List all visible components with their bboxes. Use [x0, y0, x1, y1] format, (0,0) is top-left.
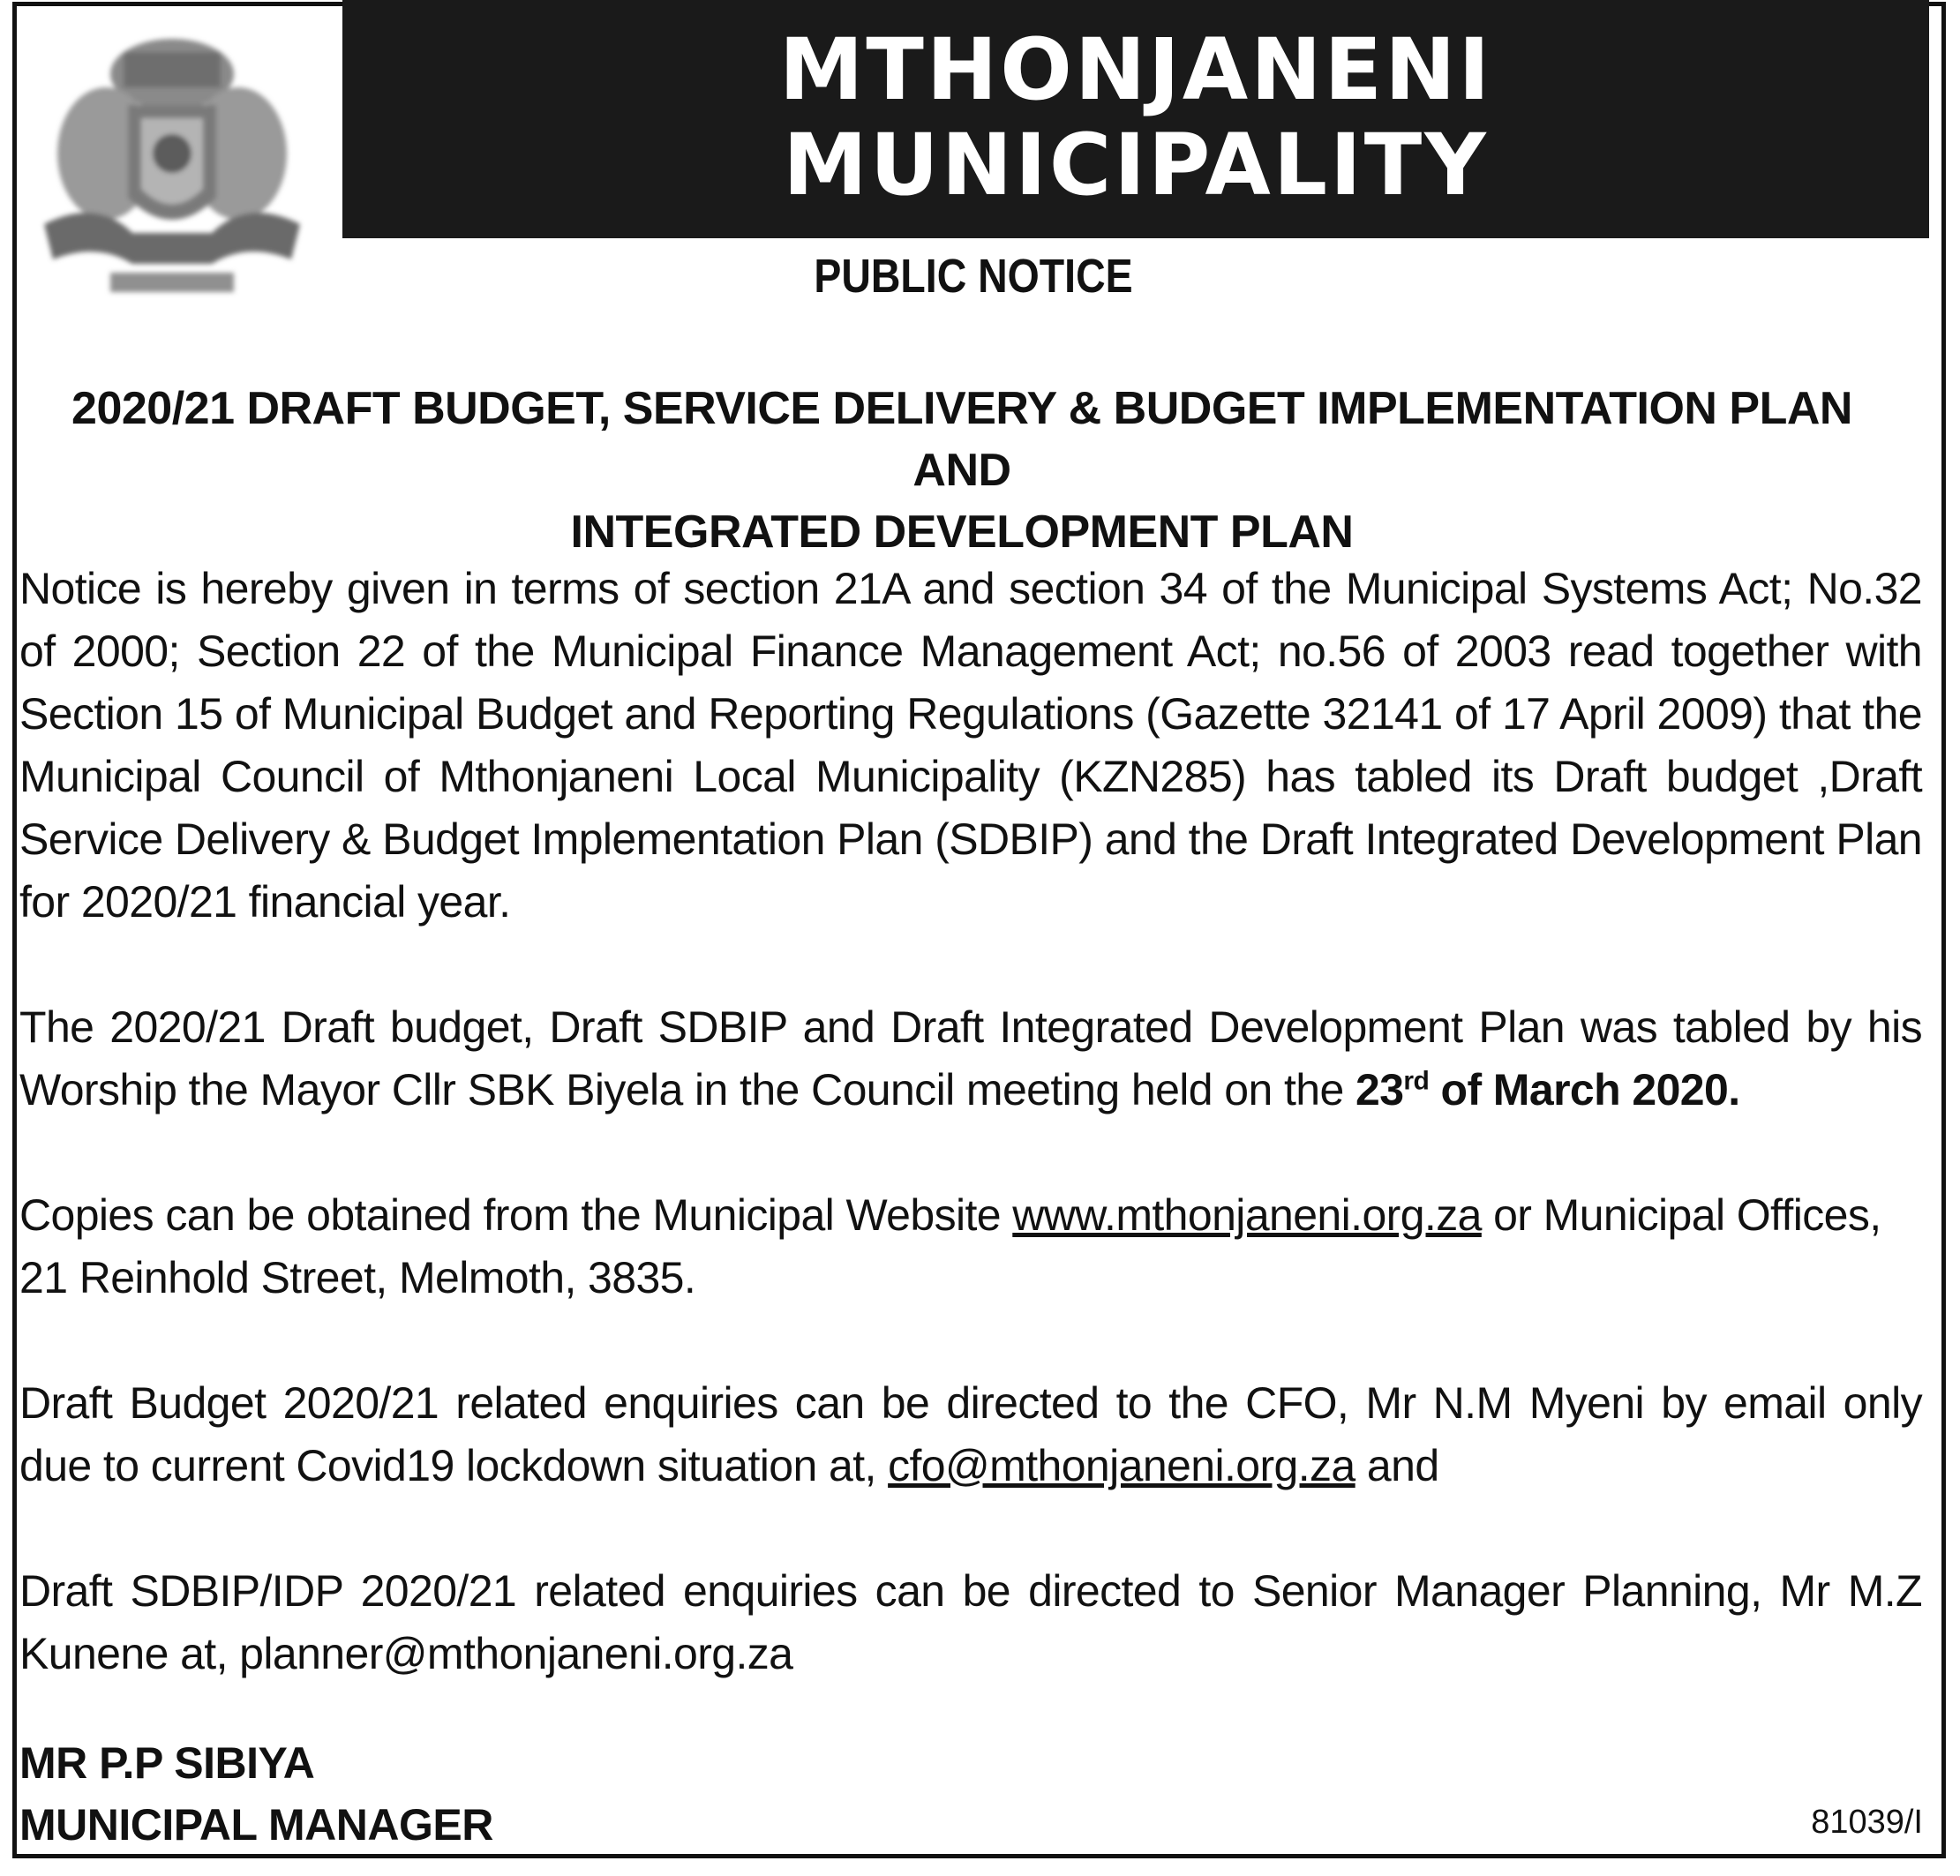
notice-heading	[53, 378, 1871, 563]
tabling-date-suffix: rd	[1403, 1066, 1430, 1096]
public-notice-label: PUBLIC NOTICE	[814, 250, 1133, 303]
municipality-banner	[342, 0, 1929, 238]
banner-title-line1: MTHONJANENI	[778, 20, 1493, 119]
tabling-date-day: 23	[1355, 1065, 1404, 1114]
reference-number: 81039/I	[1811, 1804, 1923, 1841]
signature-block	[19, 1732, 493, 1856]
copies-text: Copies can be obtained from the Municipal Website	[19, 1190, 1013, 1240]
coat-of-arms-icon	[26, 21, 318, 312]
paragraph-tabling	[19, 996, 1922, 1122]
paragraph-budget-enquiries	[19, 1372, 1922, 1497]
heading-line2: INTEGRATED DEVELOPMENT PLAN	[570, 507, 1354, 558]
budget-enquiries-text: Draft Budget 2020/21 related enquiries can be directed to the CFO, Mr N.M Myeni by email only due to current Covid19 lockdown situation at,	[19, 1378, 1922, 1490]
paragraph-sdbip-enquiries: Draft SDBIP/IDP 2020/21 related enquiries can be directed to Senior Manager Planning, Mr M.Z Kunene at, planner@mthonjaneni.org.za	[19, 1566, 1922, 1678]
office-address: 21 Reinhold Street, Melmoth, 3835.	[19, 1253, 696, 1302]
tabling-date-rest: of March 2020.	[1429, 1065, 1740, 1114]
signatory-name: MR P.P SIBIYA	[19, 1738, 315, 1788]
tabling-text: The 2020/21 Draft budget, Draft SDBIP and Draft Integrated Development Plan was tabled by his Worship the Mayor Cllr SBK Biyela in the Council meeting held on the	[19, 1002, 1922, 1114]
tabling-date	[1355, 1065, 1740, 1114]
heading-line1: 2020/21 DRAFT BUDGET, SERVICE DELIVERY & BUDGET IMPLEMENTATION PLAN AND	[71, 383, 1852, 496]
notice-body	[19, 558, 1922, 1748]
copies-tail: or Municipal Offices,	[1481, 1190, 1881, 1240]
banner-title-line2: MUNICIPALITY	[783, 116, 1489, 214]
signatory-position: MUNICIPAL MANAGER	[19, 1800, 493, 1850]
cfo-email-link[interactable]: cfo@mthonjaneni.org.za	[888, 1441, 1355, 1490]
budget-enquiries-tail: and	[1355, 1441, 1439, 1490]
paragraph-copies	[19, 1184, 1922, 1309]
website-link[interactable]: www.mthonjaneni.org.za	[1012, 1190, 1482, 1240]
paragraph-legal-basis: Notice is hereby given in terms of section 21A and section 34 of the Municipal Systems Act; No.32 of 2000; Section 22 of the Municipal Finance Management Act; no.56 of 2003 read together with Section 15 of Municipal Budget and Reporting Regulations (Gazette 32141 of 17 April 2009) that the Municipal Council of Mthonjaneni Local Municipality (KZN285) has tabled its Draft budget ,Draft Service Delivery & Budget Implementation Plan (SDBIP) and the Draft Integrated Development Plan for 2020/21 financial year.	[19, 564, 1922, 927]
